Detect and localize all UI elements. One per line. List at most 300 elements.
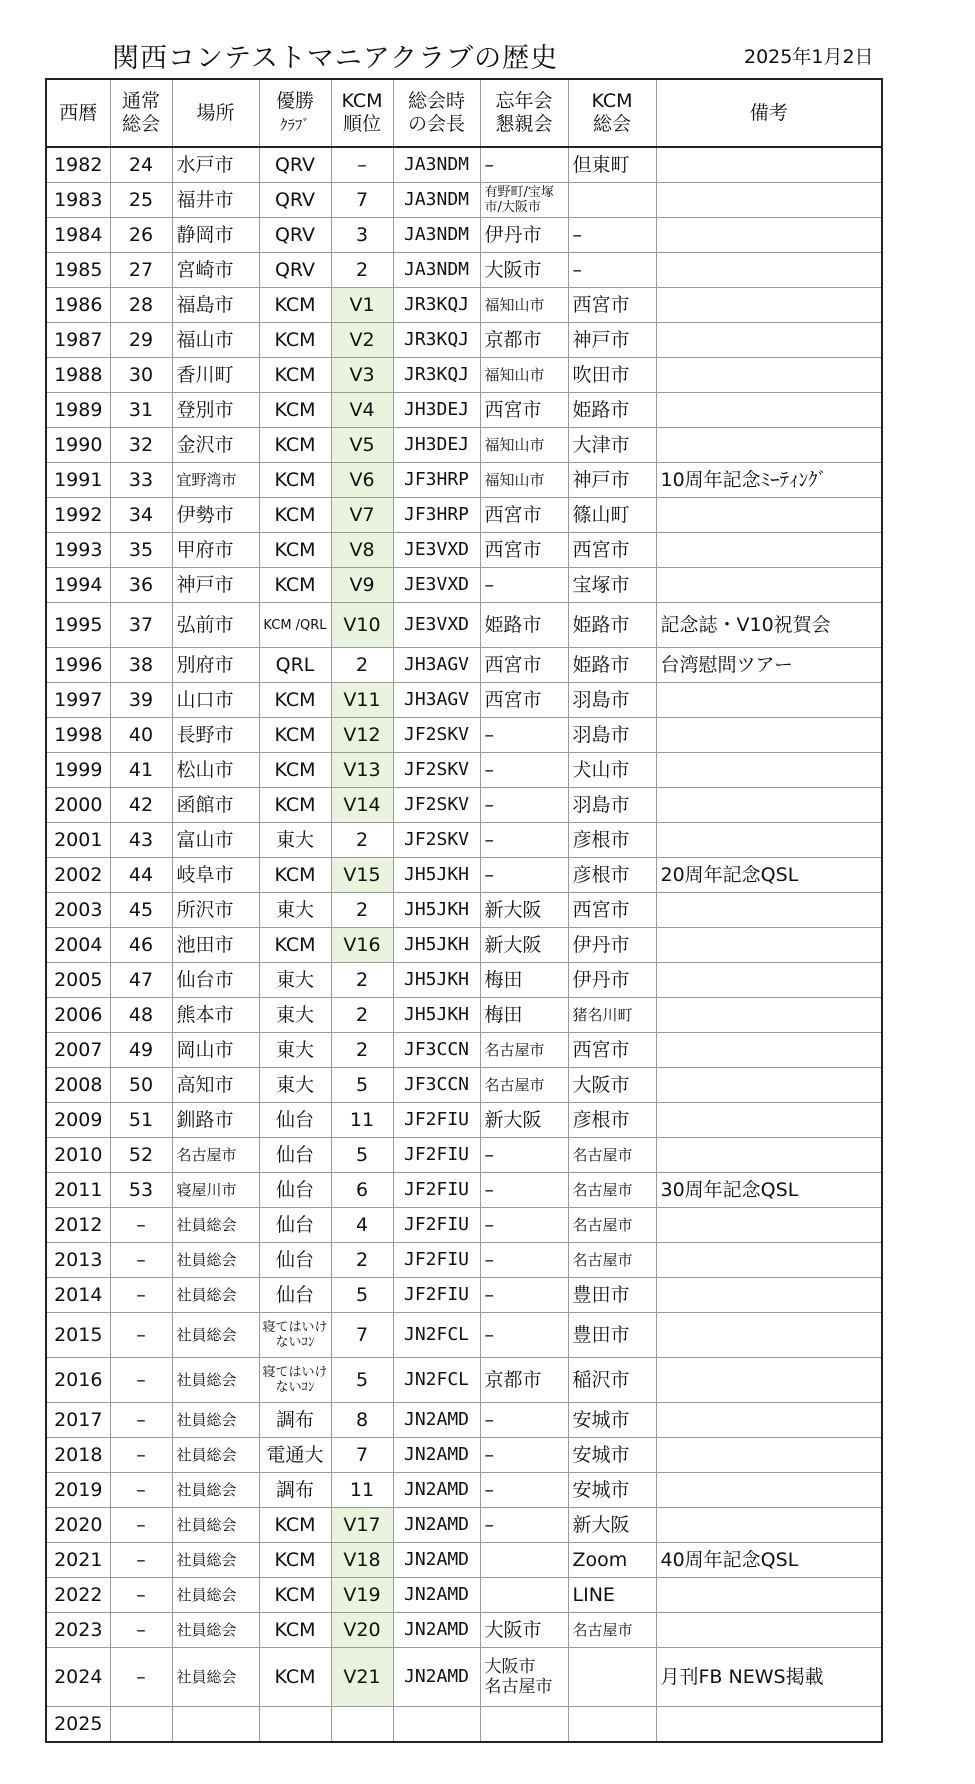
notes-cell: 10周年記念ﾐｰﾃｨﾝｸﾞ bbox=[656, 463, 882, 498]
party-cell: 大阪市 名古屋市 bbox=[480, 1648, 568, 1707]
president-cell: JH3DEJ bbox=[393, 428, 480, 463]
winner-club-cell: QRV bbox=[259, 147, 331, 183]
meeting-no-cell: 41 bbox=[110, 753, 172, 788]
winner-club-cell: 東大 bbox=[259, 998, 331, 1033]
winner-club-cell: QRL bbox=[259, 648, 331, 683]
location-cell: 社員総会 bbox=[172, 1543, 259, 1578]
table-row bbox=[46, 1403, 882, 1438]
kcm-meeting-cell: 安城市 bbox=[568, 1473, 656, 1508]
party-cell: 西宮市 bbox=[480, 533, 568, 568]
party-cell: 名古屋市 bbox=[480, 1068, 568, 1103]
kcm-meeting-cell: 羽島市 bbox=[568, 718, 656, 753]
meeting-no-cell: – bbox=[110, 1508, 172, 1543]
winner-club-cell: KCM bbox=[259, 498, 331, 533]
winner-club-cell: KCM bbox=[259, 1578, 331, 1613]
meeting-no-cell: – bbox=[110, 1473, 172, 1508]
table-row bbox=[46, 1438, 882, 1473]
header-president: 総会時 の会長 bbox=[393, 79, 480, 147]
party-cell: – bbox=[480, 1403, 568, 1438]
header-notes: 備考 bbox=[656, 79, 882, 147]
president-cell: JN2AMD bbox=[393, 1403, 480, 1438]
president-cell: JH3DEJ bbox=[393, 393, 480, 428]
table-row bbox=[46, 1578, 882, 1613]
kcm-rank-cell: 5 bbox=[331, 1278, 393, 1313]
notes-cell bbox=[656, 1138, 882, 1173]
kcm-meeting-cell: 名古屋市 bbox=[568, 1208, 656, 1243]
year-cell: 2024 bbox=[46, 1648, 110, 1707]
winner-club-cell: 東大 bbox=[259, 1068, 331, 1103]
kcm-rank-cell: V11 bbox=[331, 683, 393, 718]
location-cell: 社員総会 bbox=[172, 1403, 259, 1438]
year-cell: 2020 bbox=[46, 1508, 110, 1543]
notes-cell bbox=[656, 1707, 882, 1743]
meeting-no-cell: – bbox=[110, 1278, 172, 1313]
party-cell: 梅田 bbox=[480, 998, 568, 1033]
year-cell: 1998 bbox=[46, 718, 110, 753]
kcm-rank-cell: V12 bbox=[331, 718, 393, 753]
notes-cell bbox=[656, 1033, 882, 1068]
winner-club-cell: 調布 bbox=[259, 1473, 331, 1508]
kcm-rank-cell: V18 bbox=[331, 1543, 393, 1578]
table-row bbox=[46, 533, 882, 568]
kcm-rank-cell: V9 bbox=[331, 568, 393, 603]
kcm-rank-cell: V19 bbox=[331, 1578, 393, 1613]
notes-cell bbox=[656, 147, 882, 183]
table-row bbox=[46, 788, 882, 823]
party-cell: 西宮市 bbox=[480, 498, 568, 533]
president-cell: JN2AMD bbox=[393, 1473, 480, 1508]
kcm-meeting-cell bbox=[568, 1707, 656, 1743]
table-row bbox=[46, 183, 882, 218]
president-cell: JH5JKH bbox=[393, 928, 480, 963]
party-cell: 福知山市 bbox=[480, 428, 568, 463]
party-cell: 梅田 bbox=[480, 963, 568, 998]
kcm-meeting-cell: 彦根市 bbox=[568, 858, 656, 893]
kcm-meeting-cell: 羽島市 bbox=[568, 788, 656, 823]
kcm-rank-cell: 7 bbox=[331, 183, 393, 218]
notes-cell: 月刊FB NEWS掲載 bbox=[656, 1648, 882, 1707]
table-row bbox=[46, 1208, 882, 1243]
year-cell: 2021 bbox=[46, 1543, 110, 1578]
kcm-meeting-cell: 姫路市 bbox=[568, 393, 656, 428]
year-cell: 2015 bbox=[46, 1313, 110, 1358]
kcm-meeting-cell: 但東町 bbox=[568, 147, 656, 183]
meeting-no-cell: 49 bbox=[110, 1033, 172, 1068]
year-cell: 1994 bbox=[46, 568, 110, 603]
kcm-rank-cell: V7 bbox=[331, 498, 393, 533]
president-cell: JN2AMD bbox=[393, 1648, 480, 1707]
winner-club-cell: 仙台 bbox=[259, 1103, 331, 1138]
year-cell: 1984 bbox=[46, 218, 110, 253]
meeting-no-cell: 48 bbox=[110, 998, 172, 1033]
party-cell: 福知山市 bbox=[480, 358, 568, 393]
kcm-rank-cell: 2 bbox=[331, 648, 393, 683]
table-row bbox=[46, 1358, 882, 1403]
winner-club-cell: 東大 bbox=[259, 1033, 331, 1068]
location-cell: 福島市 bbox=[172, 288, 259, 323]
kcm-rank-cell: 5 bbox=[331, 1358, 393, 1403]
kcm-meeting-cell: 大津市 bbox=[568, 428, 656, 463]
president-cell: JF3HRP bbox=[393, 498, 480, 533]
winner-club-cell: 東大 bbox=[259, 823, 331, 858]
party-cell: – bbox=[480, 147, 568, 183]
year-cell: 1986 bbox=[46, 288, 110, 323]
kcm-rank-cell: V5 bbox=[331, 428, 393, 463]
president-cell: JF2FIU bbox=[393, 1103, 480, 1138]
notes-cell bbox=[656, 183, 882, 218]
meeting-no-cell: – bbox=[110, 1648, 172, 1707]
location-cell: 社員総会 bbox=[172, 1473, 259, 1508]
kcm-rank-cell: 5 bbox=[331, 1138, 393, 1173]
meeting-no-cell: – bbox=[110, 1578, 172, 1613]
party-cell: 名古屋市 bbox=[480, 1033, 568, 1068]
winner-club-cell: KCM bbox=[259, 428, 331, 463]
meeting-no-cell: 38 bbox=[110, 648, 172, 683]
kcm-meeting-cell: 彦根市 bbox=[568, 1103, 656, 1138]
header-location: 場所 bbox=[172, 79, 259, 147]
year-cell: 2012 bbox=[46, 1208, 110, 1243]
year-cell: 2022 bbox=[46, 1578, 110, 1613]
table-row bbox=[46, 1508, 882, 1543]
table-row bbox=[46, 998, 882, 1033]
kcm-rank-cell: V6 bbox=[331, 463, 393, 498]
kcm-rank-cell: 11 bbox=[331, 1103, 393, 1138]
location-cell: 函館市 bbox=[172, 788, 259, 823]
meeting-no-cell: – bbox=[110, 1243, 172, 1278]
president-cell: JH5JKH bbox=[393, 858, 480, 893]
winner-club-cell: KCM bbox=[259, 718, 331, 753]
table-row bbox=[46, 718, 882, 753]
table-row bbox=[46, 753, 882, 788]
notes-cell bbox=[656, 323, 882, 358]
table-row bbox=[46, 893, 882, 928]
notes-cell bbox=[656, 1278, 882, 1313]
notes-cell bbox=[656, 893, 882, 928]
kcm-meeting-cell: 猪名川町 bbox=[568, 998, 656, 1033]
kcm-meeting-cell: 羽島市 bbox=[568, 683, 656, 718]
party-cell: – bbox=[480, 1243, 568, 1278]
history-table bbox=[45, 78, 883, 1743]
location-cell: 池田市 bbox=[172, 928, 259, 963]
meeting-no-cell: – bbox=[110, 1543, 172, 1578]
meeting-no-cell: 45 bbox=[110, 893, 172, 928]
party-cell: – bbox=[480, 753, 568, 788]
location-cell: 仙台市 bbox=[172, 963, 259, 998]
year-cell: 2019 bbox=[46, 1473, 110, 1508]
party-cell: – bbox=[480, 568, 568, 603]
year-cell: 2005 bbox=[46, 963, 110, 998]
notes-cell: 30周年記念QSL bbox=[656, 1173, 882, 1208]
meeting-no-cell bbox=[110, 1707, 172, 1743]
year-cell: 2016 bbox=[46, 1358, 110, 1403]
party-cell: – bbox=[480, 1138, 568, 1173]
notes-cell bbox=[656, 998, 882, 1033]
meeting-no-cell: 37 bbox=[110, 603, 172, 648]
kcm-meeting-cell: 名古屋市 bbox=[568, 1173, 656, 1208]
meeting-no-cell: 53 bbox=[110, 1173, 172, 1208]
notes-cell bbox=[656, 393, 882, 428]
header-year: 西暦 bbox=[46, 79, 110, 147]
table-row bbox=[46, 1707, 882, 1743]
party-cell: 大阪市 bbox=[480, 1613, 568, 1648]
kcm-rank-cell: 8 bbox=[331, 1403, 393, 1438]
kcm-rank-cell: 2 bbox=[331, 998, 393, 1033]
location-cell: 岡山市 bbox=[172, 1033, 259, 1068]
kcm-rank-cell: V3 bbox=[331, 358, 393, 393]
party-cell: – bbox=[480, 1508, 568, 1543]
table-row bbox=[46, 858, 882, 893]
president-cell: JF2FIU bbox=[393, 1208, 480, 1243]
location-cell: 社員総会 bbox=[172, 1648, 259, 1707]
meeting-no-cell: 40 bbox=[110, 718, 172, 753]
location-cell: 社員総会 bbox=[172, 1243, 259, 1278]
kcm-rank-cell: 7 bbox=[331, 1313, 393, 1358]
party-cell: 有野町/宝塚市/大阪市 bbox=[480, 183, 568, 218]
winner-club-cell: 仙台 bbox=[259, 1208, 331, 1243]
winner-club-cell: KCM bbox=[259, 1508, 331, 1543]
kcm-rank-cell: 3 bbox=[331, 218, 393, 253]
meeting-no-cell: 42 bbox=[110, 788, 172, 823]
kcm-meeting-cell: 姫路市 bbox=[568, 603, 656, 648]
year-cell: 1999 bbox=[46, 753, 110, 788]
meeting-no-cell: 31 bbox=[110, 393, 172, 428]
kcm-meeting-cell: LINE bbox=[568, 1578, 656, 1613]
meeting-no-cell: 47 bbox=[110, 963, 172, 998]
meeting-no-cell: 39 bbox=[110, 683, 172, 718]
table-row bbox=[46, 1243, 882, 1278]
president-cell: JH3AGV bbox=[393, 648, 480, 683]
kcm-meeting-cell: 西宮市 bbox=[568, 533, 656, 568]
winner-club-cell: KCM bbox=[259, 1648, 331, 1707]
table-row bbox=[46, 683, 882, 718]
winner-club-cell: 寝てはいけないｺﾝ bbox=[259, 1313, 331, 1358]
kcm-meeting-cell: 安城市 bbox=[568, 1403, 656, 1438]
president-cell: JN2AMD bbox=[393, 1613, 480, 1648]
year-cell: 2017 bbox=[46, 1403, 110, 1438]
kcm-meeting-cell: – bbox=[568, 253, 656, 288]
location-cell: 社員総会 bbox=[172, 1278, 259, 1313]
table-row bbox=[46, 603, 882, 648]
year-cell: 1993 bbox=[46, 533, 110, 568]
location-cell: 社員総会 bbox=[172, 1358, 259, 1403]
notes-cell bbox=[656, 963, 882, 998]
kcm-rank-cell: 6 bbox=[331, 1173, 393, 1208]
party-cell: 西宮市 bbox=[480, 393, 568, 428]
winner-club-cell: KCM bbox=[259, 1543, 331, 1578]
party-cell: 福知山市 bbox=[480, 288, 568, 323]
party-cell: – bbox=[480, 1438, 568, 1473]
notes-cell bbox=[656, 1438, 882, 1473]
table-row bbox=[46, 1173, 882, 1208]
president-cell: JR3KQJ bbox=[393, 288, 480, 323]
president-cell: JH5JKH bbox=[393, 893, 480, 928]
year-cell: 2011 bbox=[46, 1173, 110, 1208]
year-cell: 1985 bbox=[46, 253, 110, 288]
year-cell: 2014 bbox=[46, 1278, 110, 1313]
president-cell: JH5JKH bbox=[393, 998, 480, 1033]
meeting-no-cell: – bbox=[110, 1313, 172, 1358]
location-cell: 松山市 bbox=[172, 753, 259, 788]
kcm-meeting-cell: 篠山町 bbox=[568, 498, 656, 533]
year-cell: 2007 bbox=[46, 1033, 110, 1068]
notes-cell bbox=[656, 823, 882, 858]
kcm-meeting-cell: 名古屋市 bbox=[568, 1243, 656, 1278]
year-cell: 2025 bbox=[46, 1707, 110, 1743]
president-cell: JE3VXD bbox=[393, 603, 480, 648]
president-cell: JA3NDM bbox=[393, 183, 480, 218]
kcm-rank-cell: 2 bbox=[331, 823, 393, 858]
notes-cell bbox=[656, 718, 882, 753]
winner-club-cell: QRV bbox=[259, 183, 331, 218]
header-winner-club: 優勝 ｸﾗﾌﾞ bbox=[259, 79, 331, 147]
president-cell: JN2AMD bbox=[393, 1438, 480, 1473]
location-cell: 富山市 bbox=[172, 823, 259, 858]
winner-club-cell: KCM bbox=[259, 788, 331, 823]
president-cell bbox=[393, 1707, 480, 1743]
president-cell: JF2SKV bbox=[393, 753, 480, 788]
president-cell: JF2FIU bbox=[393, 1138, 480, 1173]
year-cell: 2006 bbox=[46, 998, 110, 1033]
table-row bbox=[46, 393, 882, 428]
notes-cell bbox=[656, 1403, 882, 1438]
meeting-no-cell: 33 bbox=[110, 463, 172, 498]
president-cell: JF2SKV bbox=[393, 788, 480, 823]
notes-cell bbox=[656, 218, 882, 253]
president-cell: JA3NDM bbox=[393, 218, 480, 253]
table-row bbox=[46, 1068, 882, 1103]
notes-cell bbox=[656, 753, 882, 788]
kcm-meeting-cell: 神戸市 bbox=[568, 463, 656, 498]
location-cell: 岐阜市 bbox=[172, 858, 259, 893]
kcm-rank-cell: 2 bbox=[331, 963, 393, 998]
location-cell: 福山市 bbox=[172, 323, 259, 358]
notes-cell bbox=[656, 1613, 882, 1648]
notes-cell bbox=[656, 1508, 882, 1543]
table-row bbox=[46, 323, 882, 358]
location-cell: 甲府市 bbox=[172, 533, 259, 568]
notes-cell bbox=[656, 1473, 882, 1508]
notes-cell: 記念誌・V10祝賀会 bbox=[656, 603, 882, 648]
winner-club-cell: KCM bbox=[259, 393, 331, 428]
kcm-meeting-cell: 神戸市 bbox=[568, 323, 656, 358]
notes-cell: 台湾慰問ツアー bbox=[656, 648, 882, 683]
meeting-no-cell: 52 bbox=[110, 1138, 172, 1173]
party-cell bbox=[480, 1707, 568, 1743]
winner-club-cell: KCM bbox=[259, 533, 331, 568]
party-cell: 伊丹市 bbox=[480, 218, 568, 253]
president-cell: JE3VXD bbox=[393, 533, 480, 568]
party-cell: – bbox=[480, 788, 568, 823]
table-row bbox=[46, 428, 882, 463]
table-row bbox=[46, 498, 882, 533]
meeting-no-cell: 34 bbox=[110, 498, 172, 533]
header-row bbox=[46, 79, 882, 147]
party-cell: 西宮市 bbox=[480, 683, 568, 718]
year-cell: 1990 bbox=[46, 428, 110, 463]
president-cell: JR3KQJ bbox=[393, 358, 480, 393]
year-cell: 2009 bbox=[46, 1103, 110, 1138]
winner-club-cell: 仙台 bbox=[259, 1173, 331, 1208]
table-row bbox=[46, 463, 882, 498]
winner-club-cell: KCM /QRL bbox=[259, 603, 331, 648]
kcm-meeting-cell: 伊丹市 bbox=[568, 928, 656, 963]
kcm-rank-cell: V16 bbox=[331, 928, 393, 963]
party-cell: – bbox=[480, 1278, 568, 1313]
table-row bbox=[46, 288, 882, 323]
kcm-rank-cell: 11 bbox=[331, 1473, 393, 1508]
meeting-no-cell: 26 bbox=[110, 218, 172, 253]
table-row bbox=[46, 1543, 882, 1578]
kcm-meeting-cell: 彦根市 bbox=[568, 823, 656, 858]
winner-club-cell: KCM bbox=[259, 568, 331, 603]
notes-cell bbox=[656, 498, 882, 533]
location-cell: 社員総会 bbox=[172, 1208, 259, 1243]
year-cell: 1989 bbox=[46, 393, 110, 428]
president-cell: JF2FIU bbox=[393, 1243, 480, 1278]
header-kcm-rank: KCM 順位 bbox=[331, 79, 393, 147]
winner-club-cell: 寝てはいけないｺﾝ bbox=[259, 1358, 331, 1403]
year-cell: 2004 bbox=[46, 928, 110, 963]
notes-cell bbox=[656, 1578, 882, 1613]
table-row bbox=[46, 963, 882, 998]
table-row bbox=[46, 1103, 882, 1138]
header-kcm-meeting: KCM 総会 bbox=[568, 79, 656, 147]
table-row bbox=[46, 1138, 882, 1173]
location-cell: 熊本市 bbox=[172, 998, 259, 1033]
winner-club-cell: KCM bbox=[259, 683, 331, 718]
notes-cell bbox=[656, 568, 882, 603]
year-cell: 1988 bbox=[46, 358, 110, 393]
kcm-rank-cell: V21 bbox=[331, 1648, 393, 1707]
kcm-rank-cell: V20 bbox=[331, 1613, 393, 1648]
year-cell: 2008 bbox=[46, 1068, 110, 1103]
meeting-no-cell: 46 bbox=[110, 928, 172, 963]
kcm-rank-cell: V1 bbox=[331, 288, 393, 323]
party-cell: – bbox=[480, 1473, 568, 1508]
kcm-meeting-cell: 稲沢市 bbox=[568, 1358, 656, 1403]
meeting-no-cell: – bbox=[110, 1358, 172, 1403]
table-row bbox=[46, 1473, 882, 1508]
president-cell: JN2FCL bbox=[393, 1313, 480, 1358]
party-cell: 大阪市 bbox=[480, 253, 568, 288]
meeting-no-cell: 50 bbox=[110, 1068, 172, 1103]
kcm-meeting-cell: Zoom bbox=[568, 1543, 656, 1578]
year-cell: 1997 bbox=[46, 683, 110, 718]
president-cell: JN2AMD bbox=[393, 1543, 480, 1578]
year-cell: 2010 bbox=[46, 1138, 110, 1173]
meeting-no-cell: 25 bbox=[110, 183, 172, 218]
meeting-no-cell: 29 bbox=[110, 323, 172, 358]
kcm-rank-cell: 5 bbox=[331, 1068, 393, 1103]
notes-cell bbox=[656, 533, 882, 568]
president-cell: JF2FIU bbox=[393, 1173, 480, 1208]
winner-club-cell: KCM bbox=[259, 463, 331, 498]
kcm-rank-cell bbox=[331, 1707, 393, 1743]
kcm-rank-cell: 4 bbox=[331, 1208, 393, 1243]
table-row bbox=[46, 568, 882, 603]
location-cell: 伊勢市 bbox=[172, 498, 259, 533]
kcm-meeting-cell: 新大阪 bbox=[568, 1508, 656, 1543]
winner-club-cell: KCM bbox=[259, 323, 331, 358]
winner-club-cell: 仙台 bbox=[259, 1278, 331, 1313]
winner-club-cell: KCM bbox=[259, 928, 331, 963]
location-cell: 弘前市 bbox=[172, 603, 259, 648]
notes-cell: 40周年記念QSL bbox=[656, 1543, 882, 1578]
notes-cell bbox=[656, 1103, 882, 1138]
location-cell: 宮崎市 bbox=[172, 253, 259, 288]
location-cell: 宜野湾市 bbox=[172, 463, 259, 498]
kcm-meeting-cell bbox=[568, 1648, 656, 1707]
